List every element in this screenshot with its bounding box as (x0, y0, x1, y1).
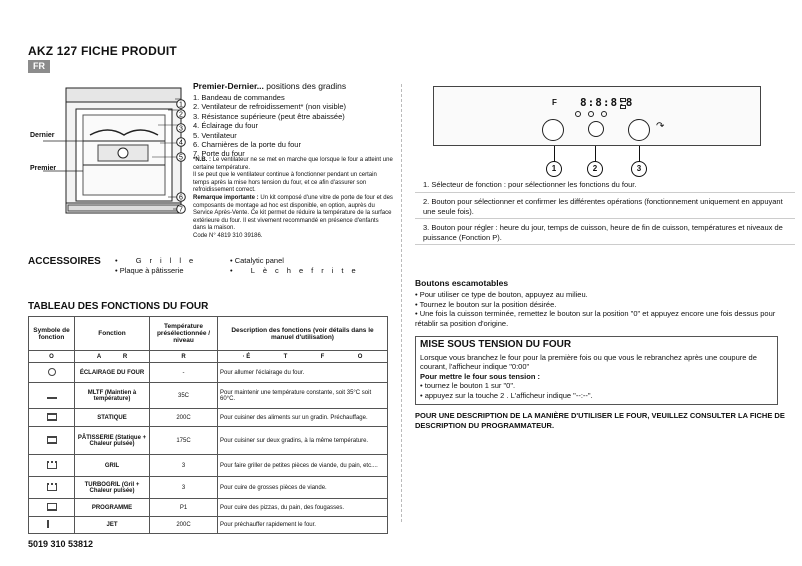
panel-display: 8:8:8:8 (580, 96, 634, 109)
accessory-item: • Plaque à pâtisserie (115, 266, 184, 275)
power-on-subtitle: Pour mettre le four sous tension : (420, 371, 541, 381)
table-row: STATIQUE 200C Pour cuisiner des aliments sur un gradin. Préchauffage. (29, 409, 388, 427)
page-title: AKZ 127 FICHE PRODUIT (28, 44, 177, 58)
list-item: 4. Éclairage du four (193, 121, 259, 131)
keep-warm-icon (47, 391, 57, 399)
power-on-text: Lorsque vous branchez le four pour la première fois ou que vous le rebranchez après une coupure de courant, l'afficheur indique "0:00" (420, 352, 757, 371)
separator (415, 244, 795, 245)
separator (415, 192, 795, 193)
list-item: 3. Résistance supérieure (peut être abaissée) (193, 111, 345, 121)
table-row: TURBOGRIL (Gril + Chaleur pulsée) 3 Pour cuire de grosses pièces de viande. (29, 477, 388, 499)
table-header: Température présélectionnée / niveau (150, 317, 218, 351)
accessories-title: ACCESSOIRES (28, 256, 101, 267)
table-header: Symbole de fonction (29, 317, 75, 351)
accessory-item: • Catalytic panel (230, 256, 284, 265)
table-header: Fonction (75, 317, 150, 351)
panel-callout-2: 2 (587, 161, 603, 177)
panel-button-icon (588, 111, 594, 117)
static-icon (47, 413, 57, 421)
parts-note: *N.B. : Le ventilateur ne se met en marche que lorsque le four a atteint une certaine température. Il se peut que le ventilateur continue à fonctionner pendant un certain temps après la mise hors tension du four, et ce afin d'assurer son refroidissement correct. Remarque importante : Un kit composé d'une vitre de porte de four et des composants de montage ad hoc est disponible, en option, auprès du Service Après-Vente. Ce kit permet de réduire la température de la surface extérieure du four. Il est vivement recommandé en présence d'enfants dans la maison. Code N° 4819 310 39186. (193, 157, 393, 239)
shelf-label-bottom: Premier (30, 165, 57, 172)
panel-callout-3: 3 (631, 161, 647, 177)
table-row: O A R R · É T F O (29, 351, 388, 363)
oven-diagram (28, 85, 193, 220)
callout-4: 4 (179, 139, 183, 147)
panel-letter: F (552, 98, 557, 107)
confirm-button[interactable] (588, 121, 604, 137)
callout-3: 3 (179, 125, 183, 133)
panel-indicator-icon (620, 105, 626, 109)
control-item: 3. Bouton pour régler : heure du jour, temps de cuisson, heure de fin de cuisson, températures et niveaux de puissance (Fonction P). (423, 223, 783, 242)
parts-list (193, 93, 393, 159)
power-on-step: • appuyez sur la touche 2 . L'afficheur indique "--:--". (420, 390, 593, 400)
callout-5: 5 (179, 154, 183, 162)
functions-table-title: TABLEAU DES FONCTIONS DU FOUR (28, 301, 209, 312)
callout-6: 6 (179, 194, 183, 202)
list-item: 5. Ventilateur (193, 130, 237, 140)
parts-heading: Premier-Dernier... positions des gradins (193, 81, 347, 91)
accessory-item: • Lèchefrite (230, 266, 364, 275)
grill-icon (47, 461, 57, 469)
callout-1: 1 (179, 101, 183, 109)
function-selector-knob[interactable] (542, 119, 564, 141)
table-row: ÉCLAIRAGE DU FOUR - Pour allumer l'éclairage du four. (29, 363, 388, 383)
table-row: MLTF (Maintien à température) 35C Pour maintenir une température constante, soit 35°C soit 60°C. (29, 383, 388, 409)
column-divider (401, 84, 402, 522)
callout-line (595, 146, 596, 162)
functions-table (28, 316, 388, 534)
callout-2: 2 (179, 111, 183, 119)
power-on-step: • tournez le bouton 1 sur "0". (420, 381, 516, 390)
table-header: Description des fonctions (voir détails dans le manuel d'utilisation) (218, 317, 388, 351)
separator (415, 218, 795, 219)
table-row: JET 200C Pour préchauffer rapidement le four. (29, 517, 388, 534)
panel-button-icon (601, 111, 607, 117)
list-item: • Une fois la cuisson terminée, remettez le bouton sur la position "0" et appuyez encore une fois dessus pour rétablir sa position d'origine. (415, 309, 776, 328)
table-row: PÂTISSERIE (Statique + Chaleur pulsée) 175C Pour cuisiner sur deux gradins, à la même température. (29, 427, 388, 455)
panel-callout-1: 1 (546, 161, 562, 177)
rotate-arrow-icon: ↷ (656, 121, 665, 132)
buttons-list (415, 290, 790, 328)
control-item: 2. Bouton pour sélectionner et confirmer les différentes opérations (fonctionnement uniquement en appuyant une seule fois). (423, 197, 783, 216)
list-item: 1. Bandeau de commandes (193, 93, 285, 102)
jet-icon (47, 520, 57, 528)
list-item: • Pour utiliser ce type de bouton, appuyez au milieu. (415, 290, 588, 299)
power-on-box (415, 336, 778, 405)
program-icon (47, 503, 57, 511)
list-item: • Tournez le bouton sur la position désirée. (415, 299, 557, 309)
power-on-title: MISE SOUS TENSION DU FOUR (420, 339, 572, 350)
panel-button-icon (575, 111, 581, 117)
list-item: 7. Porte du four (193, 149, 245, 159)
list-item: 6. Charnières de la porte du four (193, 140, 301, 150)
adjust-knob[interactable] (628, 119, 650, 141)
light-icon (48, 368, 56, 376)
list-item: 2. Ventilateur de refroidissement* (non visible) (193, 102, 346, 112)
callout-7: 7 (179, 206, 183, 214)
accessory-item: • Grille (115, 256, 202, 265)
table-row: GRIL 3 Pour faire griller de petites pièces de viande, du pain, etc.... (29, 455, 388, 477)
turbo-grill-icon (47, 483, 57, 491)
buttons-title: Boutons escamotables (415, 278, 509, 288)
control-item: 1. Sélecteur de fonction : pour sélectionner les fonctions du four. (423, 180, 637, 189)
callout-line (639, 146, 640, 162)
table-row: PROGRAMME P1 Pour cuire des pizzas, du pain, des fougasses. (29, 499, 388, 517)
document-code: 5019 310 53812 (28, 539, 94, 549)
panel-indicator-icon (620, 98, 626, 102)
programmer-note: POUR UNE DESCRIPTION DE LA MANIÈRE D'UTILISER LE FOUR, VEUILLEZ CONSULTER LA FICHE DE DESCRIPTION DU PROGRAMMATEUR. (415, 411, 785, 430)
callout-line (554, 146, 555, 162)
control-panel (433, 86, 761, 146)
shelf-label-top: Dernier (30, 132, 55, 139)
language-badge: FR (28, 60, 50, 73)
pastry-icon (47, 436, 57, 444)
